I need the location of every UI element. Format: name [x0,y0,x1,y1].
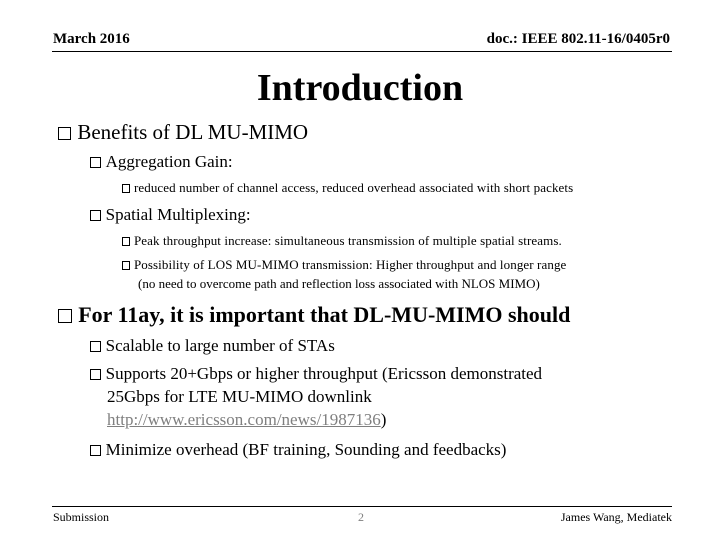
section-benefits [58,120,308,145]
item-text: Scalable to large number of STAs [105,336,335,355]
checkbox-bullet-icon [122,184,130,192]
item-throughput [90,364,542,384]
slide-title: Introduction [256,67,464,109]
detail-text: reduced number of channel access, reduced overhead associated with short packets [133,180,574,195]
footer-submission: Submission [53,510,110,524]
checkbox-bullet-icon [90,369,101,380]
checkbox-bullet-icon [122,261,130,269]
item-scalable [90,336,335,356]
item-label: Aggregation Gain: [105,152,233,171]
item-aggregation [90,152,233,172]
checkbox-bullet-icon [90,445,101,456]
footer-author: James Wang, Mediatek [560,510,672,524]
checkbox-bullet-icon [90,341,101,352]
header-rule [52,51,672,52]
detail-los-mimo-cont: (no need to overcome path and reflection loss associated with NLOS MIMO) [138,276,540,291]
detail-los-mimo [122,257,566,273]
item-throughput-link-line [107,410,386,430]
detail-text: Possibility of LOS MU-MIMO transmission: Higher throughput and longer range [133,257,567,272]
footer-rule [52,506,672,507]
item-spatial [90,205,251,225]
detail-peak-throughput [122,233,562,249]
item-label: Spatial Multiplexing: [105,205,251,224]
checkbox-bullet-icon [90,157,101,168]
item-overhead [90,440,506,460]
detail-text: Peak throughput increase: simultaneous transmission of multiple spatial streams. [133,233,562,248]
section-heading: For 11ay, it is important that DL-MU-MIMO should [78,302,571,327]
checkbox-bullet-icon [122,237,130,245]
ericsson-news-link[interactable]: http://www.ericsson.com/news/1987136 [107,410,381,429]
checkbox-bullet-icon [90,210,101,221]
checkbox-bullet-icon [58,127,71,140]
section-11ay [58,302,570,328]
page-number: 2 [358,510,364,524]
item-text: Supports 20+Gbps or higher throughput (Ericsson demonstrated [105,364,543,383]
detail-aggregation [122,180,573,196]
checkbox-bullet-icon [58,309,72,323]
item-throughput-cont: 25Gbps for LTE MU-MIMO downlink [107,387,372,406]
header-doc-id: doc.: IEEE 802.11-16/0405r0 [486,31,670,47]
section-heading: Benefits of DL MU-MIMO [77,120,309,144]
item-text: Minimize overhead (BF training, Sounding and feedbacks) [105,440,507,459]
header-date: March 2016 [53,31,130,47]
closing-paren: ) [380,410,387,429]
